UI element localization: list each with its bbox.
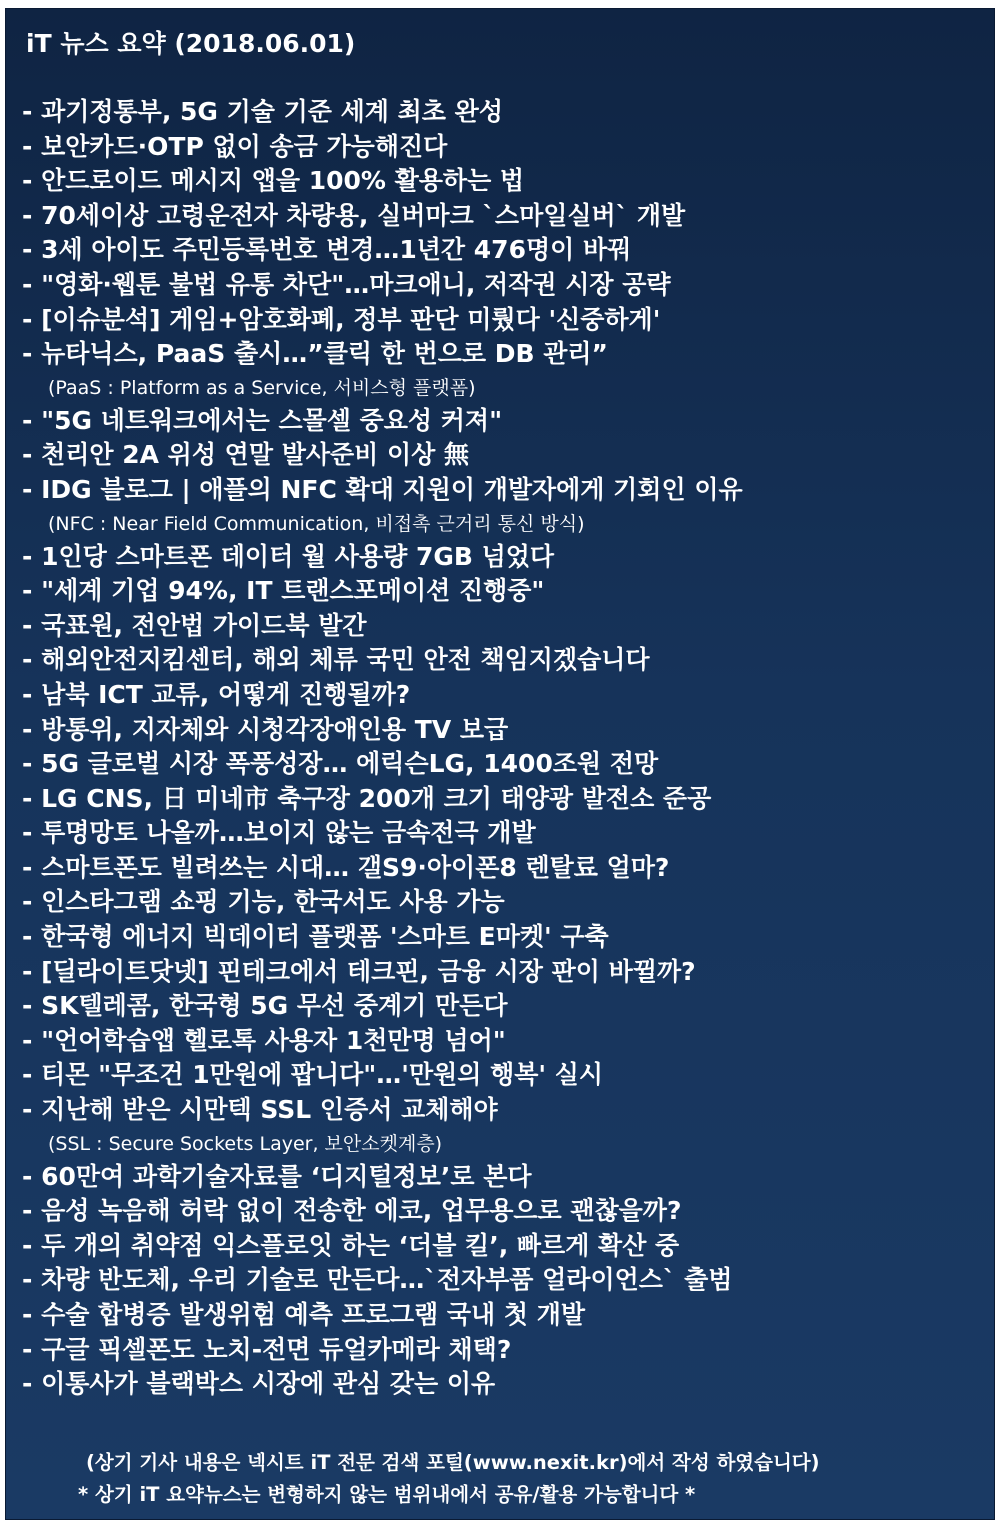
news-headline: - "세계 기업 94%, IT 트랜스포메이션 진행중" [22, 576, 545, 606]
news-item [22, 816, 984, 851]
news-headline: - 보안카드·OTP 없이 송금 가능해진다 [22, 131, 448, 161]
news-item [22, 337, 984, 404]
news-headline: - "5G 네트워크에서는 스몰셀 중요성 커져" [22, 405, 503, 435]
news-item [22, 95, 984, 130]
news-headline: - 차량 반도체, 우리 기술로 만든다…`전자부품 얼라이언스` 출범 [22, 1265, 733, 1295]
news-item [22, 1333, 984, 1368]
news-item [22, 678, 984, 713]
news-headline: - 남북 ICT 교류, 어떻게 진행될까? [22, 679, 411, 709]
news-list [22, 95, 984, 1402]
news-headline: - 과기정통부, 5G 기술 기준 세계 최초 완성 [22, 97, 503, 126]
news-headline: - LG CNS, 日 미네市 축구장 200개 크기 태양광 발전소 준공 [22, 783, 712, 813]
news-item [22, 233, 984, 268]
footer [6, 1447, 994, 1511]
news-item [22, 1024, 984, 1059]
news-headline: - 국표원, 전안법 가이드북 발간 [22, 610, 367, 640]
news-headline: - 구글 픽셀폰도 노치-전면 듀얼카메라 채택? [22, 1334, 512, 1364]
news-item [22, 1298, 984, 1333]
news-headline: - 음성 녹음해 허락 없이 전송한 에코, 업무용으로 괜찮을까? [22, 1196, 682, 1226]
news-item [22, 540, 984, 575]
news-headline: - 60만여 과학기술자료를 ‘디지털정보’로 본다 [22, 1161, 532, 1191]
news-headline: - 투명망토 나올까…보이지 않는 금속전극 개발 [22, 818, 536, 848]
news-headline: - 수술 합병증 발생위험 예측 프로그램 국내 첫 개발 [22, 1300, 586, 1329]
news-item [22, 1058, 984, 1093]
news-item [22, 199, 984, 234]
news-headline: - 한국형 에너지 빅데이터 플랫폼 '스마트 E마켓' 구축 [22, 922, 609, 952]
news-item [22, 920, 984, 955]
news-headline: - 인스타그램 쇼핑 기능, 한국서도 사용 가능 [22, 887, 505, 917]
news-headline: - SK텔레콤, 한국형 5G 무선 중계기 만든다 [22, 991, 508, 1021]
news-item [22, 574, 984, 609]
news-headline: - 해외안전지킴센터, 해외 체류 국민 안전 책임지겠습니다 [22, 645, 650, 675]
news-item [22, 989, 984, 1024]
news-headline: - 1인당 스마트폰 데이터 월 사용량 7GB 넘었다 [22, 541, 555, 571]
news-item [22, 303, 984, 338]
page-title: iT 뉴스 요약 (2018.06.01) [26, 29, 356, 58]
news-headline: - 방통위, 지자체와 시청각장애인용 TV 보급 [22, 714, 509, 744]
news-headline: - 이통사가 블랙박스 시장에 관심 갖는 이유 [22, 1369, 496, 1399]
news-term-note: (NFC : Near Field Communication, 비접촉 근거리 통신 방식) [48, 512, 585, 535]
news-item [22, 782, 984, 817]
news-item [22, 643, 984, 678]
news-item [22, 885, 984, 920]
news-item [22, 1367, 984, 1402]
news-item [22, 164, 984, 199]
news-item [22, 713, 984, 748]
news-headline: - 3세 아이도 주민등록번호 변경…1년간 476명이 바꿔 [22, 235, 632, 265]
news-headline: - 스마트폰도 빌려쓰는 시대… 갤S9·아이폰8 렌탈료 얼마? [22, 852, 670, 882]
news-item [22, 130, 984, 165]
news-headline: - "영화·웹툰 불법 유통 차단"…마크애니, 저작권 시장 공략 [22, 269, 671, 299]
news-headline: - 뉴타닉스, PaaS 출시…”클릭 한 번으로 DB 관리” [22, 339, 608, 369]
news-headline: - 지난해 받은 시만텍 SSL 인증서 교체해야 [22, 1095, 498, 1125]
news-item [22, 955, 984, 990]
news-headline: - 천리안 2A 위성 연말 발사준비 이상 無 [22, 440, 469, 470]
news-item [22, 747, 984, 782]
news-item [22, 851, 984, 886]
news-term-note: (SSL : Secure Sockets Layer, 보안소켓계층) [48, 1132, 443, 1155]
news-item [22, 609, 984, 644]
news-item [22, 1160, 984, 1195]
news-headline: - 안드로이드 메시지 앱을 100% 활용하는 법 [22, 166, 525, 196]
news-item [22, 473, 984, 540]
footer-usage-note: * 상기 iT 요약뉴스는 변형하지 않는 범위내에서 공유/활용 가능합니다 * [78, 1483, 696, 1506]
news-item [22, 1263, 984, 1298]
news-item [22, 1229, 984, 1264]
news-item [22, 1194, 984, 1229]
news-item [22, 268, 984, 303]
news-headline: - 두 개의 취약점 익스플로잇 하는 ‘더블 킬’, 빠르게 확산 중 [22, 1230, 680, 1260]
news-headline: - [이슈분석] 게임+암호화폐, 정부 판단 미뤘다 '신중하게' [22, 304, 661, 334]
news-item [22, 404, 984, 439]
footer-source-note: (상기 기사 내용은 넥시트 iT 전문 검색 포털(www.nexit.kr)에서 작성 하였습니다) [86, 1451, 820, 1474]
news-summary-panel [5, 8, 995, 1520]
news-headline: - [딜라이트닷넷] 핀테크에서 테크핀, 금융 시장 판이 바뀔까? [22, 956, 696, 986]
news-term-note: (PaaS : Platform as a Service, 서비스형 플랫폼) [48, 376, 476, 399]
news-headline: - IDG 블로그 | 애플의 NFC 확대 지원이 개발자에게 기회인 이유 [22, 474, 743, 504]
news-headline: - 5G 글로벌 시장 폭풍성장… 에릭슨LG, 1400조원 전망 [22, 749, 659, 779]
news-headline: - 티몬 "무조건 1만원에 팝니다"…'만원의 행복' 실시 [22, 1060, 604, 1090]
news-item [22, 438, 984, 473]
news-headline: - "언어학습앱 헬로톡 사용자 1천만명 넘어" [22, 1025, 506, 1055]
news-item [22, 1093, 984, 1160]
news-headline: - 70세이상 고령운전자 차량용, 실버마크 `스마일실버` 개발 [22, 200, 686, 230]
